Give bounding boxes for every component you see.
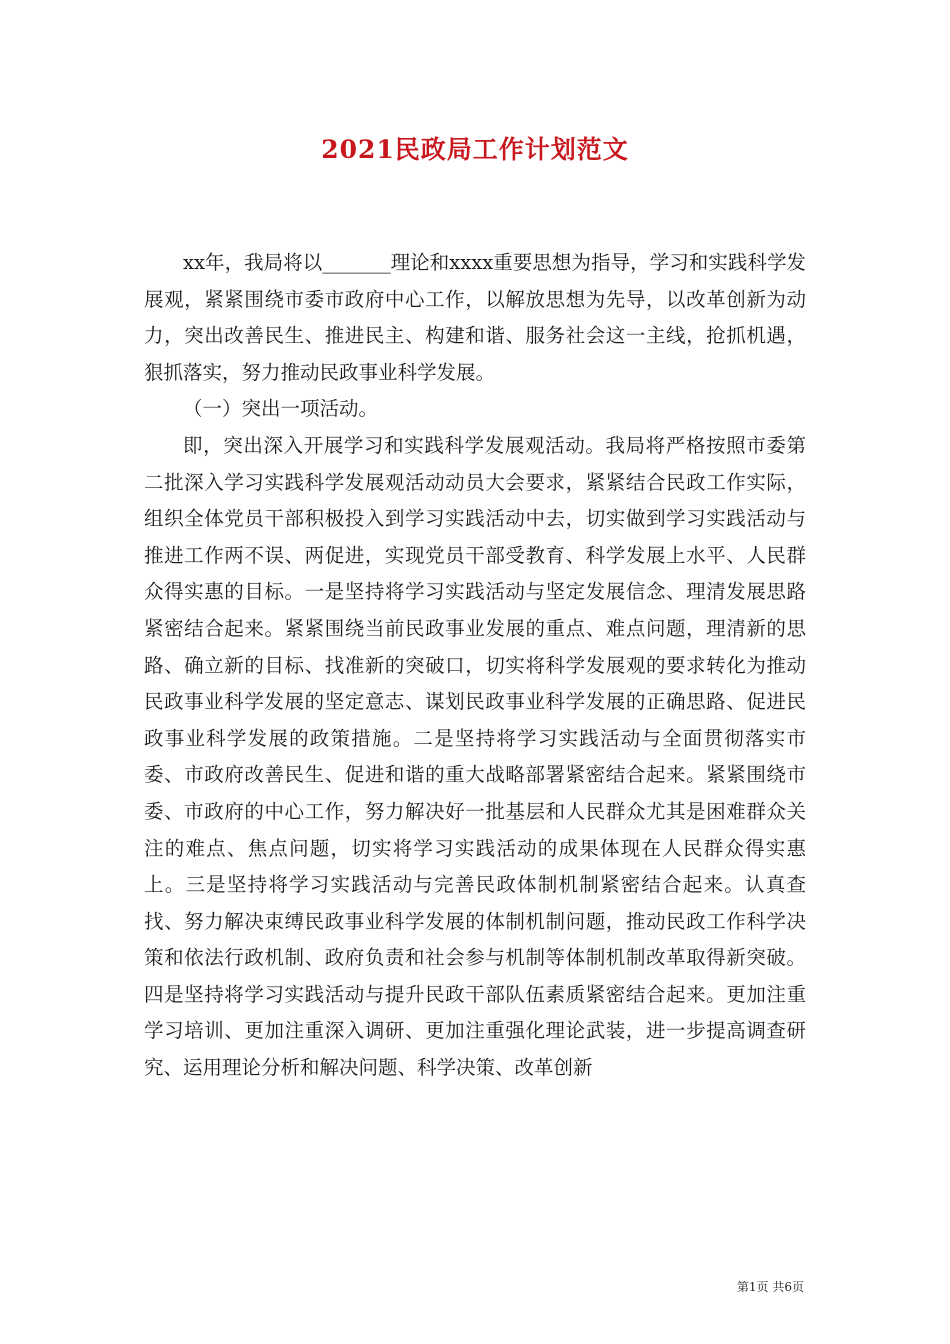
- page-number-footer: 第1页 共6页: [736, 1280, 804, 1294]
- paragraph-activity-detail: 即，突出深入开展学习和实践科学发展观活动。我局将严格按照市委第二批深入学习实践科学发展观活动动员大会要求，紧紧结合民政工作实际，组织全体党员干部积极投入到学习实践活动中去，切实做到学习实践活动与推进工作两不误、两促进，实现党员干部受教育、科学发展上水平、人民群众得实惠的目标。一是坚持将学习实践活动与坚定发展信念、理清发展思路紧密结合起来。紧紧围绕当前民政事业发展的重点、难点问题，理清新的思路、确立新的目标、找准新的突破口，切实将科学发展观的要求转化为推动民政事业科学发展的坚定意志、谋划民政事业科学发展的正确思路、促进民政事业科学发展的政策措施。二是坚持将学习实践活动与全面贯彻落实市委、市政府改善民生、促进和谐的重大战略部署紧密结合起来。紧紧围绕市委、市政府的中心工作，努力解决好一批基层和人民群众尤其是困难群众关注的难点、焦点问题，切实将学习实践活动的成果体现在人民群众得实惠上。三是坚持将学习实践活动与完善民政体制机制紧密结合起来。认真查找、努力解决束缚民政事业科学发展的体制机制问题，推动民政工作科学决策和依法行政机制、政府负责和社会参与机制等体制机制改革取得新突破。四是坚持将学习实践活动与提升民政干部队伍素质紧密结合起来。更加注重学习培训、更加注重深入调研、更加注重强化理论武装，进一步提高调查研究、运用理论分析和解决问题、科学决策、改革创新: [144, 433, 806, 1080]
- paragraph-section-heading: （一）突出一项活动。: [183, 397, 379, 421]
- paragraph-intro: xx年，我局将以_______理论和xxxx重要思想为指导，学习和实践科学发展观，紧紧围绕市委市政府中心工作，以解放思想为先导，以改革创新为动力，突出改善民生、推进民主、构建和谐、服务社会这一主线，抢抓机遇，狠抓落实，努力推动民政事业科学发展。: [144, 251, 806, 384]
- document-body: [144, 245, 806, 1087]
- document-title: 2021民政局工作计划范文: [321, 135, 629, 164]
